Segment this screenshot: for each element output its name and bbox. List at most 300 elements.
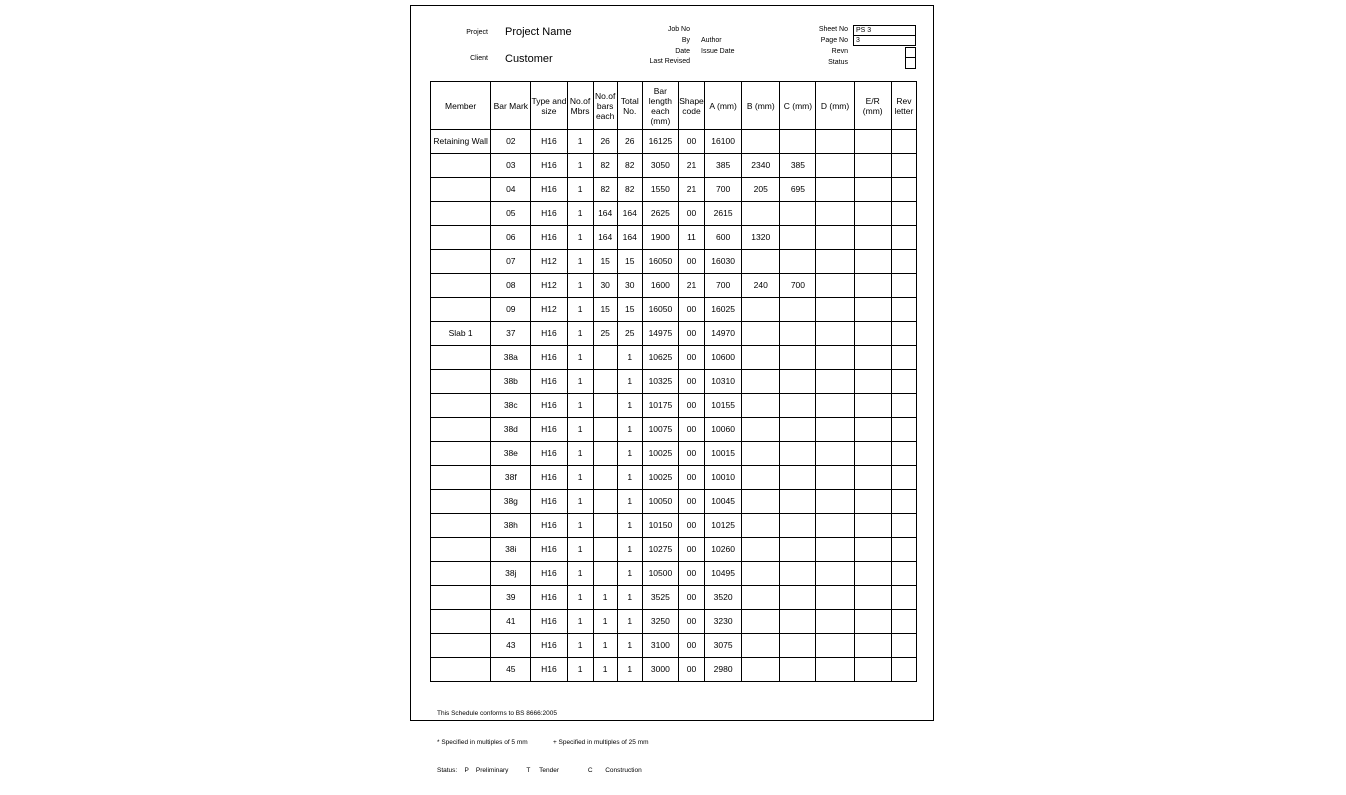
cell-d-mm [816, 250, 854, 274]
cell-no-of-mbrs: 1 [567, 634, 593, 658]
column-header-total-no: Total No. [617, 82, 642, 130]
cell-shape-code: 00 [678, 418, 704, 442]
cell-bar-mark: 09 [491, 298, 531, 322]
cell-b-mm [742, 250, 780, 274]
cell-er-mm [854, 394, 891, 418]
table-row [431, 370, 917, 394]
cell-total-no: 1 [617, 658, 642, 682]
cell-d-mm [816, 322, 854, 346]
cell-no-of-bars-each: 1 [593, 658, 617, 682]
cell-rev-letter [891, 226, 916, 250]
cell-no-of-bars-each [593, 490, 617, 514]
cell-no-of-bars-each: 1 [593, 586, 617, 610]
cell-c-mm [780, 634, 816, 658]
cell-c-mm: 700 [780, 274, 816, 298]
cell-type-size: H16 [531, 490, 567, 514]
cell-no-of-mbrs: 1 [567, 274, 593, 298]
cell-a-mm: 600 [705, 226, 742, 250]
cell-member [431, 586, 491, 610]
table-row [431, 178, 917, 202]
cell-total-no: 1 [617, 346, 642, 370]
cell-no-of-mbrs: 1 [567, 418, 593, 442]
cell-er-mm [854, 130, 891, 154]
cell-d-mm [816, 634, 854, 658]
table-row [431, 538, 917, 562]
cell-rev-letter [891, 346, 916, 370]
cell-rev-letter [891, 634, 916, 658]
cell-b-mm [742, 346, 780, 370]
cell-b-mm [742, 202, 780, 226]
cell-rev-letter [891, 202, 916, 226]
cell-bar-mark: 04 [491, 178, 531, 202]
cell-total-no: 1 [617, 634, 642, 658]
cell-no-of-bars-each: 82 [593, 154, 617, 178]
cell-bar-mark: 41 [491, 610, 531, 634]
cell-no-of-bars-each: 25 [593, 322, 617, 346]
column-header-shape-code: Shape code [678, 82, 704, 130]
cell-c-mm [780, 490, 816, 514]
cell-no-of-bars-each [593, 538, 617, 562]
column-header-d-mm: D (mm) [816, 82, 854, 130]
cell-a-mm: 14970 [705, 322, 742, 346]
status-value [905, 57, 916, 69]
cell-d-mm [816, 538, 854, 562]
column-header-a-mm: A (mm) [705, 82, 742, 130]
cell-no-of-bars-each: 164 [593, 226, 617, 250]
cell-no-of-mbrs: 1 [567, 226, 593, 250]
cell-member [431, 418, 491, 442]
cell-rev-letter [891, 154, 916, 178]
column-header-c-mm: C (mm) [780, 82, 816, 130]
page-no-value: 3 [853, 35, 916, 46]
table-row [431, 298, 917, 322]
status-legend: Status: P Preliminary T Tender C Construction [437, 767, 642, 774]
date-value: Issue Date [701, 48, 735, 55]
cell-bar-length: 10325 [642, 370, 678, 394]
table-header-row [431, 82, 917, 130]
cell-member [431, 442, 491, 466]
cell-rev-letter [891, 418, 916, 442]
last-revised-label: Last Revised [649, 58, 690, 65]
cell-no-of-mbrs: 1 [567, 562, 593, 586]
cell-no-of-mbrs: 1 [567, 658, 593, 682]
cell-total-no: 30 [617, 274, 642, 298]
cell-no-of-mbrs: 1 [567, 202, 593, 226]
cell-a-mm: 10125 [705, 514, 742, 538]
sheet-no-label: Sheet No [818, 26, 848, 33]
cell-c-mm [780, 202, 816, 226]
cell-member [431, 202, 491, 226]
cell-b-mm [742, 538, 780, 562]
cell-b-mm [742, 658, 780, 682]
cell-c-mm [780, 610, 816, 634]
cell-member [431, 562, 491, 586]
cell-d-mm [816, 562, 854, 586]
cell-bar-mark: 06 [491, 226, 531, 250]
cell-shape-code: 00 [678, 514, 704, 538]
table-row [431, 442, 917, 466]
cell-member [431, 274, 491, 298]
cell-c-mm [780, 250, 816, 274]
cell-rev-letter [891, 394, 916, 418]
cell-bar-length: 3250 [642, 610, 678, 634]
cell-bar-mark: 38g [491, 490, 531, 514]
cell-er-mm [854, 466, 891, 490]
cell-type-size: H16 [531, 226, 567, 250]
cell-b-mm [742, 610, 780, 634]
cell-member [431, 490, 491, 514]
cell-shape-code: 00 [678, 562, 704, 586]
client-value: Customer [505, 53, 553, 65]
cell-a-mm: 10045 [705, 490, 742, 514]
bar-bending-schedule-table [430, 81, 917, 682]
cell-bar-length: 10025 [642, 442, 678, 466]
cell-bar-mark: 38h [491, 514, 531, 538]
standard-note: This Schedule conforms to BS 8666:2005 [437, 710, 557, 717]
cell-b-mm [742, 370, 780, 394]
cell-a-mm: 10260 [705, 538, 742, 562]
cell-d-mm [816, 490, 854, 514]
cell-type-size: H16 [531, 466, 567, 490]
cell-a-mm: 16100 [705, 130, 742, 154]
cell-member [431, 154, 491, 178]
cell-shape-code: 00 [678, 634, 704, 658]
cell-a-mm: 700 [705, 274, 742, 298]
cell-c-mm [780, 226, 816, 250]
cell-b-mm: 2340 [742, 154, 780, 178]
by-value: Author [701, 37, 722, 44]
cell-er-mm [854, 178, 891, 202]
cell-no-of-bars-each: 82 [593, 178, 617, 202]
cell-er-mm [854, 202, 891, 226]
cell-no-of-mbrs: 1 [567, 130, 593, 154]
cell-no-of-bars-each [593, 514, 617, 538]
cell-member [431, 658, 491, 682]
cell-d-mm [816, 370, 854, 394]
cell-no-of-bars-each: 30 [593, 274, 617, 298]
cell-bar-mark: 38j [491, 562, 531, 586]
cell-no-of-mbrs: 1 [567, 178, 593, 202]
cell-shape-code: 00 [678, 370, 704, 394]
page-no-label: Page No [820, 37, 848, 44]
cell-rev-letter [891, 178, 916, 202]
cell-er-mm [854, 226, 891, 250]
cell-type-size: H16 [531, 346, 567, 370]
cell-type-size: H16 [531, 586, 567, 610]
cell-c-mm [780, 514, 816, 538]
cell-no-of-mbrs: 1 [567, 610, 593, 634]
cell-c-mm [780, 370, 816, 394]
status-label: Status [828, 59, 848, 66]
cell-rev-letter [891, 658, 916, 682]
cell-er-mm [854, 298, 891, 322]
cell-bar-length: 14975 [642, 322, 678, 346]
cell-no-of-mbrs: 1 [567, 442, 593, 466]
cell-bar-mark: 39 [491, 586, 531, 610]
cell-no-of-bars-each [593, 370, 617, 394]
cell-no-of-bars-each: 164 [593, 202, 617, 226]
cell-a-mm: 10060 [705, 418, 742, 442]
cell-shape-code: 00 [678, 394, 704, 418]
cell-a-mm: 385 [705, 154, 742, 178]
cell-bar-length: 3000 [642, 658, 678, 682]
cell-b-mm [742, 586, 780, 610]
table-row [431, 634, 917, 658]
cell-rev-letter [891, 250, 916, 274]
cell-er-mm [854, 514, 891, 538]
table-row [431, 154, 917, 178]
cell-type-size: H16 [531, 562, 567, 586]
cell-bar-length: 10625 [642, 346, 678, 370]
cell-bar-mark: 38a [491, 346, 531, 370]
table-row [431, 658, 917, 682]
cell-a-mm: 10155 [705, 394, 742, 418]
cell-er-mm [854, 634, 891, 658]
cell-d-mm [816, 298, 854, 322]
cell-er-mm [854, 370, 891, 394]
cell-bar-mark: 38b [491, 370, 531, 394]
by-label: By [681, 37, 690, 44]
table-row [431, 394, 917, 418]
cell-bar-length: 16125 [642, 130, 678, 154]
cell-rev-letter [891, 130, 916, 154]
cell-no-of-bars-each [593, 418, 617, 442]
cell-total-no: 1 [617, 466, 642, 490]
cell-c-mm [780, 562, 816, 586]
table-row [431, 586, 917, 610]
cell-no-of-mbrs: 1 [567, 154, 593, 178]
cell-rev-letter [891, 322, 916, 346]
cell-total-no: 1 [617, 490, 642, 514]
cell-bar-mark: 38e [491, 442, 531, 466]
revn-label: Revn [831, 48, 848, 55]
cell-shape-code: 00 [678, 610, 704, 634]
cell-shape-code: 00 [678, 466, 704, 490]
cell-no-of-mbrs: 1 [567, 514, 593, 538]
cell-b-mm [742, 418, 780, 442]
cell-a-mm: 3520 [705, 586, 742, 610]
cell-type-size: H16 [531, 442, 567, 466]
cell-member [431, 394, 491, 418]
cell-bar-mark: 38c [491, 394, 531, 418]
cell-er-mm [854, 610, 891, 634]
cell-bar-length: 3525 [642, 586, 678, 610]
cell-no-of-bars-each [593, 442, 617, 466]
cell-no-of-bars-each [593, 562, 617, 586]
cell-member [431, 178, 491, 202]
cell-b-mm [742, 130, 780, 154]
cell-bar-mark: 02 [491, 130, 531, 154]
cell-shape-code: 00 [678, 202, 704, 226]
cell-bar-length: 1600 [642, 274, 678, 298]
cell-c-mm [780, 586, 816, 610]
cell-er-mm [854, 538, 891, 562]
cell-shape-code: 00 [678, 658, 704, 682]
cell-shape-code: 00 [678, 322, 704, 346]
cell-c-mm [780, 394, 816, 418]
cell-a-mm: 10310 [705, 370, 742, 394]
cell-bar-length: 10050 [642, 490, 678, 514]
cell-c-mm [780, 298, 816, 322]
cell-shape-code: 00 [678, 250, 704, 274]
cell-no-of-bars-each: 1 [593, 610, 617, 634]
cell-d-mm [816, 514, 854, 538]
cell-shape-code: 00 [678, 346, 704, 370]
cell-no-of-mbrs: 1 [567, 370, 593, 394]
cell-total-no: 1 [617, 562, 642, 586]
table-row [431, 130, 917, 154]
cell-no-of-bars-each [593, 466, 617, 490]
cell-total-no: 1 [617, 370, 642, 394]
cell-c-mm: 385 [780, 154, 816, 178]
table-row [431, 610, 917, 634]
cell-b-mm: 240 [742, 274, 780, 298]
cell-b-mm: 1320 [742, 226, 780, 250]
cell-type-size: H16 [531, 130, 567, 154]
cell-total-no: 1 [617, 418, 642, 442]
project-value: Project Name [505, 26, 572, 38]
cell-no-of-bars-each [593, 346, 617, 370]
cell-type-size: H16 [531, 418, 567, 442]
cell-no-of-mbrs: 1 [567, 538, 593, 562]
cell-bar-length: 16050 [642, 250, 678, 274]
cell-d-mm [816, 226, 854, 250]
cell-total-no: 1 [617, 586, 642, 610]
cell-no-of-bars-each [593, 394, 617, 418]
cell-total-no: 82 [617, 154, 642, 178]
cell-d-mm [816, 346, 854, 370]
cell-d-mm [816, 418, 854, 442]
table-row [431, 202, 917, 226]
cell-bar-length: 10500 [642, 562, 678, 586]
cell-bar-length: 3050 [642, 154, 678, 178]
cell-a-mm: 10015 [705, 442, 742, 466]
cell-bar-mark: 08 [491, 274, 531, 298]
cell-member [431, 226, 491, 250]
cell-c-mm [780, 466, 816, 490]
cell-b-mm [742, 322, 780, 346]
cell-er-mm [854, 250, 891, 274]
cell-no-of-mbrs: 1 [567, 298, 593, 322]
cell-bar-mark: 05 [491, 202, 531, 226]
cell-shape-code: 00 [678, 442, 704, 466]
cell-total-no: 1 [617, 514, 642, 538]
cell-bar-length: 2625 [642, 202, 678, 226]
cell-bar-length: 16050 [642, 298, 678, 322]
cell-bar-mark: 45 [491, 658, 531, 682]
cell-shape-code: 00 [678, 586, 704, 610]
sheet-no-value: PS 3 [853, 25, 916, 36]
cell-no-of-mbrs: 1 [567, 322, 593, 346]
cell-bar-mark: 38f [491, 466, 531, 490]
cell-member [431, 370, 491, 394]
cell-bar-mark: 03 [491, 154, 531, 178]
cell-shape-code: 00 [678, 298, 704, 322]
cell-b-mm [742, 466, 780, 490]
table-row [431, 418, 917, 442]
cell-no-of-mbrs: 1 [567, 490, 593, 514]
table-row [431, 226, 917, 250]
cell-rev-letter [891, 514, 916, 538]
schedule-notes [437, 690, 649, 795]
cell-bar-length: 10150 [642, 514, 678, 538]
cell-c-mm [780, 346, 816, 370]
cell-rev-letter [891, 466, 916, 490]
multiples-note: * Specified in multiples of 5 mm + Specified in multiples of 25 mm [437, 738, 649, 746]
cell-member [431, 346, 491, 370]
cell-member [431, 298, 491, 322]
cell-total-no: 82 [617, 178, 642, 202]
cell-type-size: H16 [531, 514, 567, 538]
cell-bar-length: 10175 [642, 394, 678, 418]
cell-rev-letter [891, 274, 916, 298]
cell-a-mm: 3230 [705, 610, 742, 634]
cell-type-size: H16 [531, 610, 567, 634]
table-row [431, 250, 917, 274]
cell-type-size: H16 [531, 154, 567, 178]
cell-rev-letter [891, 538, 916, 562]
date-label: Date [675, 48, 690, 55]
cell-a-mm: 10010 [705, 466, 742, 490]
cell-no-of-bars-each: 26 [593, 130, 617, 154]
cell-b-mm [742, 394, 780, 418]
cell-bar-length: 10075 [642, 418, 678, 442]
cell-er-mm [854, 562, 891, 586]
cell-a-mm: 10495 [705, 562, 742, 586]
cell-a-mm: 10600 [705, 346, 742, 370]
cell-b-mm [742, 514, 780, 538]
cell-rev-letter [891, 442, 916, 466]
cell-c-mm [780, 418, 816, 442]
bar-schedule-sheet [410, 5, 934, 774]
cell-er-mm [854, 154, 891, 178]
cell-total-no: 25 [617, 322, 642, 346]
cell-c-mm [780, 658, 816, 682]
cell-d-mm [816, 202, 854, 226]
cell-d-mm [816, 154, 854, 178]
cell-type-size: H16 [531, 178, 567, 202]
cell-total-no: 1 [617, 538, 642, 562]
cell-shape-code: 21 [678, 178, 704, 202]
table-row [431, 346, 917, 370]
cell-type-size: H16 [531, 322, 567, 346]
cell-member: Slab 1 [431, 322, 491, 346]
cell-b-mm [742, 562, 780, 586]
cell-bar-mark: 38d [491, 418, 531, 442]
column-header-member: Member [431, 82, 491, 130]
cell-d-mm [816, 586, 854, 610]
job-no-label: Job No [667, 26, 690, 33]
cell-member [431, 466, 491, 490]
cell-bar-length: 1900 [642, 226, 678, 250]
cell-total-no: 15 [617, 298, 642, 322]
cell-d-mm [816, 442, 854, 466]
cell-bar-length: 10025 [642, 466, 678, 490]
project-label: Project [466, 29, 488, 36]
client-label: Client [470, 55, 488, 62]
cell-shape-code: 00 [678, 538, 704, 562]
cell-no-of-bars-each: 1 [593, 634, 617, 658]
cell-member [431, 514, 491, 538]
cell-no-of-mbrs: 1 [567, 466, 593, 490]
cell-b-mm [742, 634, 780, 658]
cell-er-mm [854, 346, 891, 370]
cell-d-mm [816, 394, 854, 418]
cell-member [431, 538, 491, 562]
cell-b-mm [742, 298, 780, 322]
column-header-type-size: Type and size [531, 82, 567, 130]
cell-total-no: 1 [617, 394, 642, 418]
